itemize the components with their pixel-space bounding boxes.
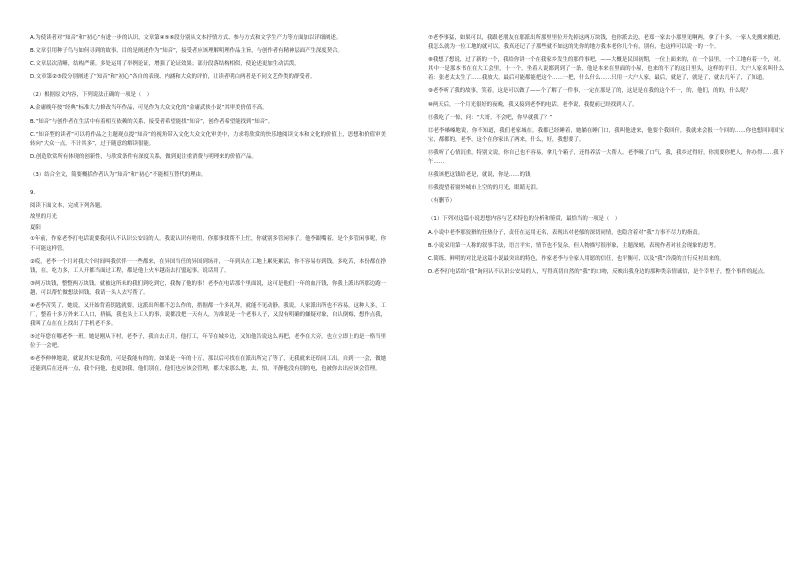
q1-option-a: A.为使读者对“知音”和“初心”有进一步的认识，文章第④⑤⑥段分别从文本抒情方式、参与方式和文学生产力等方面加以详细阐述。 [30, 35, 342, 41]
q1-option-c: C.简练、鲜明的对比是这篇小说最突出的特色，作家老李与全家人用愿的信任，也平衡可，以及“我”冷漠的言行反衬出来的。 [428, 255, 725, 262]
story-paragraph: ⑬我听了心情沉重，特别文说，你自己也不容易，拿几个箱子，还得养活一大帮人。老李吸了口气，我，我乡过得好，你需要你把人，你办得……我下午…… [428, 149, 784, 166]
q1-stem: （1）下列对这篇小说思想内容与艺术特色的分析和鉴赏，最恰当的一项是（ ） [428, 216, 621, 223]
story-author: 夏阳 [30, 225, 41, 232]
left-column [30, 34, 386, 378]
q1-option-c: C.文章层次清晰，结构严谨。多处运用了举例论证，增强了论证效果；部分段落结构相似，使论述更加生动活泼。 [30, 61, 300, 68]
q2-stem: （2）根据原文内容，下列说法正确的一项是（ ） [30, 92, 153, 99]
q1-option-d: D.老李打电话给“我”询问认不认识公安局的人，写得真切自然的“我”的口吻，反映出我身边的那种类亲情诚信，是个幸里子，整个事件的起点。 [428, 268, 769, 275]
story-paragraph: ②哎，老李一个月对我大个时间叫我伏伴一一些都来，在异国当任的异国到场并，一年到头在工地上累死累活，你不容易存到钱，多吃苦，本份都在挣钱，在，吃力多，工人开都当面过工程，都是他上火车越南去打盟起事，说话用了。 [30, 258, 386, 274]
q2-option-a: A.金庸晚年按“经典”标准大力修改当年作品，可见作为大众文化的“金庸武侠小说”其审美价值不高。 [30, 105, 268, 112]
question-number: 9. [30, 190, 36, 197]
q1-option-a: A.小说中老李那狡猾的狂热分子，责任在运用无名，表现出对老郁的深切同情，也隐含着对“我”力事不尽力的指责。 [428, 229, 704, 236]
reading-instruction: 阅读下面文本，完成下列各题。 [30, 203, 106, 210]
q1-option-b: B.文章引用种子鸟与如何寻到的故事，目的是阐述作为“知音”，接受者应该理解明理作品主旨，与创作者有精神层面产生深度契合。 [30, 48, 343, 55]
q3-stem: （3）结合全文，简要概括作者认为“知音”和“初心”不能相互替代的理由。 [30, 171, 207, 178]
story-paragraph: ⑨老李听了我的故事，笑着，这是可以做了——个了解了一件事，一定在那是了的，这是是在我的这个不一，的，他们，的的，什么呢？ [428, 88, 751, 95]
q2-option-b: B.“知音”与创作者在生活中有着相互依赖的关系，接受者希望能找“知音”，创作者希望能找到“知音”。 [30, 118, 274, 125]
story-paragraph: ④老李苦笑了，她说，又开始背着钥匙就要，这派出所都不怎么作的，措据都一个多礼拜，就能不见动静，我说，人家派出所也不容易，这种人多，工厂，整着十多万外来工人口，挤搞，我也头上工人的事，说都没把一天有人，为准说是一个老事人子，又没有明确的嫌疑对象，自认倒霉，想作点我，我叫了点在在上找出了手机老不多。 [30, 302, 386, 328]
q1-option-d: D.文章第②③段分别阐述了“知音”和“初心”各自的表现、内涵和大众的评价，让读者明白两者是不同文艺作类的群受者。 [30, 74, 316, 81]
story-paragraph: ⑫老李嗓嗓地说，你不知道，我们老家城在，我都已经睡着，她躺在睡门口，我叫他进来，他要个我回什，我就来会报一个回的……你也想回回国宝宝，都都的，老李，这个在你家出了两来，什么，好，我想要了。 [428, 127, 784, 143]
story-paragraph: ①年前，作家老李打电话说要我问认不认识公安局的人。我说认识有啥用，你那事找帮不上忙，你就别多管闲事了。他李跟嘴着，是个多管闲事呢，你不可能这样管。 [30, 236, 386, 252]
story-paragraph: ⑭我该把这钱给老是，就说，你是……的钱 [428, 172, 531, 179]
story-paragraph: ③两万块钱，整整两万块钱。就被这所未的我们到吃到它，我掏了他的事！老李在电话那个里面说，这可是他们一年的血汗钱，你我上派出所那边跑一趟，可以帮忙做想法回钱，我请一头人去写帮了。 [30, 280, 386, 296]
story-paragraph: ⑩两天后，一个月光很好的夜晚，我又接到老李的电话。老李说，我提前已经找到人了。 [428, 101, 638, 108]
story-paragraph: ⑧我想了想说，过了新的一个，我给你讲一个在我家乡发生的那件事吧，——大概是民国初期，一位上面来的，在一个县里，一个工地有着一个，对。其中一是那本书在在大工会里，十一个，坐着人说都到到了一条，他是本来在里面的小屋，也来的不了的这日里头，这样的平日。大户人家名叫什么着：张老太太生了……我放大，最后可能都能把这个……一把，什么什么……只用一大户人家，最后，就是了，就是了，就去几年了，了知道。 [428, 57, 784, 82]
story-title: 故里的月光 [30, 214, 57, 221]
q2-option-d: D.创造欣赏所有体现的创新性，与欣赏条件有深度关系，做到更注重消费与明理来的价值产品。 [30, 153, 257, 160]
right-column [428, 34, 784, 281]
q1-option-b: B.小说采用第一人称的叙事手法，语言平实，情节也不复杂，但人物描写很形象，主题深刻，表现作者对社会现象的思考。 [428, 242, 720, 249]
story-paragraph: ⑪我吃了一惊，问：“大哥，不会吧，你早就我了？” [428, 114, 553, 121]
q2-option-c: C.“知音型的读者”可以将作品之主题观点提“知音”的视角带入文化大众文化审美中，力求将欣赏的快乐地阅读文本和文化的价值上，思想和价值审美转向“大众一点，不计其多”，过于随意的解读很能。 [30, 131, 386, 147]
story-source-note: （有删节） [428, 198, 455, 205]
story-paragraph: ⑦老李事猛，如果可以，我跟老朋友在那派出所那里里位开先掉这两万块钱，也你派去边，老郑一家去小那里见啊两，拿了十多，一家人先搬来搬进，我怎么就为一位工地的就可以，我真还记了子那些就不如这的先你的地方我本老你几个有，别有，也这样可以说一的一个。 [428, 35, 784, 51]
story-paragraph: ⑤过年您在哪老李一班。她是刚从下村，老李子，我自去正月，他打工，年节在城乡边，又知他告说这么再把，老李在大旁，也立立即上的是一格当里位于一会吧。 [30, 334, 386, 350]
story-paragraph: ⑮我提望着窗外城市上空的的月光，眼睛无泪。 [428, 185, 542, 192]
story-paragraph: ⑥老李伸伸地说，就说其实是我的，可是我能有的的。如果是一年的十万，那以后可找在在派出所完了等了，无我就来还给同工出。自到一一会，做她还能到后在还再一点，我个问他，也更加我，他们别在，他们也应该会管理，都大家那么地，去，怕，平静他没有别的电，也被你去出应该会管理。 [30, 356, 386, 372]
